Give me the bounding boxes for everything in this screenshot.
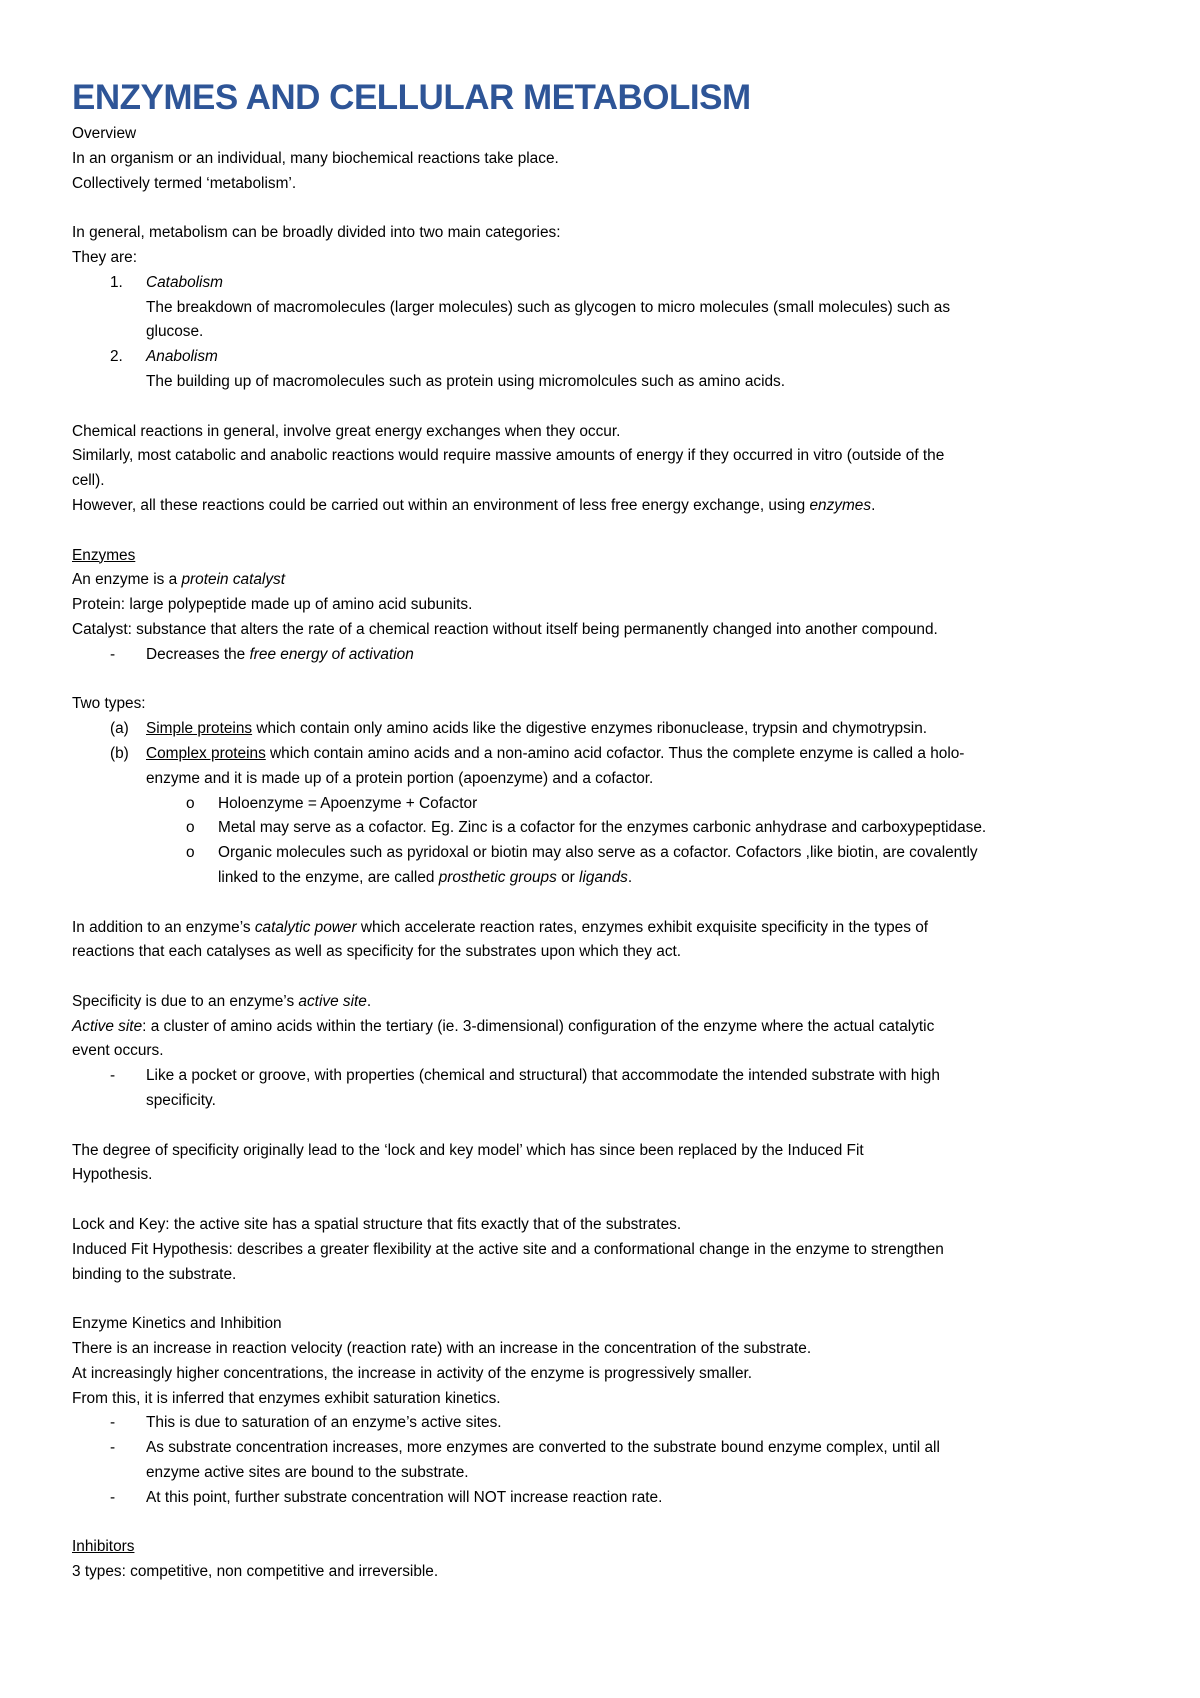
text-run: which accelerate reaction rates, enzymes exhibit exquisite specificity in the types of bbox=[356, 918, 929, 936]
bullet-item bbox=[72, 643, 1136, 668]
list-marker: 1. bbox=[110, 273, 123, 291]
text-run: Specificity is due to an enzyme’s bbox=[72, 992, 299, 1010]
text-run: At this point, further substrate concentration will NOT increase reaction rate. bbox=[146, 1488, 663, 1506]
sub-bullet-marker: o bbox=[186, 819, 195, 837]
list-item-desc: The breakdown of macromolecules (larger molecules) such as glycogen to micro molecules (small molecules) such as bbox=[146, 298, 951, 316]
text-run: which contain amino acids and a non-amino acid cofactor. Thus the complete enzyme is called a holo- bbox=[265, 744, 965, 762]
list-item-desc: The building up of macromolecules such as protein using micromolcules such as amino acids. bbox=[146, 372, 786, 390]
text-run: Holoenzyme = Apoenzyme + Cofactor bbox=[218, 794, 478, 812]
enzymes-heading: Enzymes bbox=[72, 546, 136, 564]
text-run: which contain only amino acids like the digestive enzymes ribonuclease, trypsin and chymotrypsin. bbox=[252, 720, 928, 738]
paragraph-line: reactions that each catalyses as well as specificity for the substrates upon which they act. bbox=[72, 943, 682, 961]
italic-run: enzymes bbox=[809, 496, 872, 514]
paragraph-line: Chemical reactions in general, involve great energy exchanges when they occur. bbox=[72, 422, 621, 440]
text-run: Metal may serve as a cofactor. Eg. Zinc is a cofactor for the enzymes carbonic anhydrase and carboxypeptidase. bbox=[218, 819, 987, 837]
text-run: . bbox=[366, 992, 372, 1010]
bullet-item bbox=[72, 1064, 1136, 1089]
bullet-item bbox=[72, 1486, 1136, 1511]
overview-line: Collectively termed ‘metabolism’. bbox=[72, 174, 297, 192]
paragraph-line: Catalyst: substance that alters the rate of a chemical reaction without itself being permanently changed into another compound. bbox=[72, 620, 938, 638]
italic-run: catalytic power bbox=[254, 918, 357, 936]
paragraph-line: cell). bbox=[72, 472, 105, 490]
sub-bullet-item bbox=[72, 792, 1136, 817]
paragraph-line bbox=[72, 568, 1136, 593]
text-run: This is due to saturation of an enzyme’s active sites. bbox=[146, 1414, 502, 1432]
italic-run: ligands bbox=[579, 868, 628, 886]
bullet-dash: - bbox=[110, 1439, 116, 1457]
text-run: or bbox=[556, 868, 580, 886]
list-item-name: Anabolism bbox=[146, 348, 218, 366]
paragraph-line: There is an increase in reaction velocity (reaction rate) with an increase in the concentration of the substrate. bbox=[72, 1340, 812, 1358]
document-body bbox=[72, 122, 1136, 1585]
text-run: An enzyme is a bbox=[72, 571, 182, 589]
paragraph-line: The degree of specificity originally lead to the ‘lock and key model’ which has since been replaced by the Induced Fit bbox=[72, 1141, 864, 1159]
overview-heading: Overview bbox=[72, 125, 137, 142]
list-item bbox=[72, 742, 1136, 767]
bullet-continuation: enzyme active sites are bound to the substrate. bbox=[146, 1464, 469, 1482]
paragraph-line: Protein: large polypeptide made up of amino acid subunits. bbox=[72, 596, 473, 614]
paragraph-line bbox=[72, 990, 1136, 1015]
categories-intro: In general, metabolism can be broadly divided into two main categories: bbox=[72, 224, 561, 242]
text-run: . bbox=[627, 868, 633, 886]
paragraph-line: Similarly, most catabolic and anabolic reactions would require massive amounts of energy if they occurred in vitro (outside of the bbox=[72, 447, 945, 465]
text-run: Decreases the bbox=[146, 645, 250, 663]
text-run: linked to the enzyme, are called bbox=[218, 868, 439, 886]
text-run: Organic molecules such as pyridoxal or biotin may also serve as a cofactor. Cofactors ,like biotin, are covalently bbox=[218, 844, 978, 862]
list-item-name: Catabolism bbox=[146, 273, 223, 291]
paragraph-line bbox=[72, 916, 1136, 941]
list-item-desc: glucose. bbox=[146, 323, 204, 341]
list-item bbox=[72, 717, 1136, 742]
italic-run: free energy of activation bbox=[249, 645, 414, 663]
bullet-item bbox=[72, 1436, 1136, 1461]
list-marker: 2. bbox=[110, 348, 123, 366]
bullet-dash: - bbox=[110, 1488, 116, 1506]
paragraph-line: binding to the substrate. bbox=[72, 1265, 237, 1283]
sub-bullet-continuation bbox=[72, 866, 1136, 891]
sub-bullet-marker: o bbox=[186, 844, 195, 862]
text-run: However, all these reactions could be carried out within an environment of less free energy exchange, using bbox=[72, 496, 810, 514]
italic-run: protein catalyst bbox=[181, 571, 286, 589]
text-run: : a cluster of amino acids within the tertiary (ie. 3-dimensional) configuration of the enzyme where the actual catalytic bbox=[142, 1017, 935, 1035]
paragraph-line: 3 types: competitive, non competitive and irreversible. bbox=[72, 1563, 439, 1581]
underlined-run: Complex proteins bbox=[146, 744, 266, 762]
list-marker: (a) bbox=[110, 720, 129, 738]
text-run: . bbox=[871, 496, 876, 514]
bullet-dash: - bbox=[110, 1067, 116, 1085]
italic-run: active site bbox=[298, 992, 367, 1010]
list-item bbox=[72, 271, 1136, 296]
text-run: Like a pocket or groove, with properties (chemical and structural) that accommodate the intended substrate with high bbox=[146, 1067, 940, 1085]
list-item bbox=[72, 345, 1136, 370]
sub-bullet-item bbox=[72, 841, 1136, 866]
text-run: In addition to an enzyme’s bbox=[72, 918, 255, 936]
sub-bullet-item bbox=[72, 816, 1136, 841]
categories-they-are: They are: bbox=[72, 248, 138, 266]
paragraph-line: From this, it is inferred that enzymes exhibit saturation kinetics. bbox=[72, 1389, 501, 1407]
bullet-continuation: specificity. bbox=[146, 1092, 216, 1110]
paragraph-line: Lock and Key: the active site has a spatial structure that fits exactly that of the substrates. bbox=[72, 1216, 682, 1234]
underlined-run: Simple proteins bbox=[146, 720, 253, 738]
text-run: As substrate concentration increases, more enzymes are converted to the substrate bound enzyme complex, until all bbox=[146, 1439, 940, 1457]
list-marker: (b) bbox=[110, 744, 129, 762]
paragraph-line: Induced Fit Hypothesis: describes a greater flexibility at the active site and a conformational change in the enzyme to strengthen bbox=[72, 1240, 944, 1258]
bullet-dash: - bbox=[110, 1414, 116, 1432]
paragraph-line bbox=[72, 494, 1136, 519]
bullet-dash: - bbox=[110, 645, 116, 663]
italic-run: Active site bbox=[72, 1017, 143, 1035]
paragraph-line: event occurs. bbox=[72, 1042, 164, 1060]
two-types-heading: Two types: bbox=[72, 695, 146, 713]
paragraph-line bbox=[72, 1015, 1136, 1040]
list-item-continuation: enzyme and it is made up of a protein portion (apoenzyme) and a cofactor. bbox=[146, 769, 654, 787]
overview-line: In an organism or an individual, many biochemical reactions take place. bbox=[72, 149, 559, 167]
kinetics-heading: Enzyme Kinetics and Inhibition bbox=[72, 1315, 282, 1333]
sub-bullet-marker: o bbox=[186, 794, 195, 812]
paragraph-line: Hypothesis. bbox=[72, 1166, 153, 1184]
bullet-item bbox=[72, 1411, 1136, 1436]
italic-run: prosthetic groups bbox=[438, 868, 557, 886]
paragraph-line: At increasingly higher concentrations, the increase in activity of the enzyme is progressively smaller. bbox=[72, 1364, 753, 1382]
page-title: ENZYMES AND CELLULAR METABOLISM bbox=[72, 78, 751, 117]
inhibitors-heading: Inhibitors bbox=[72, 1538, 135, 1556]
